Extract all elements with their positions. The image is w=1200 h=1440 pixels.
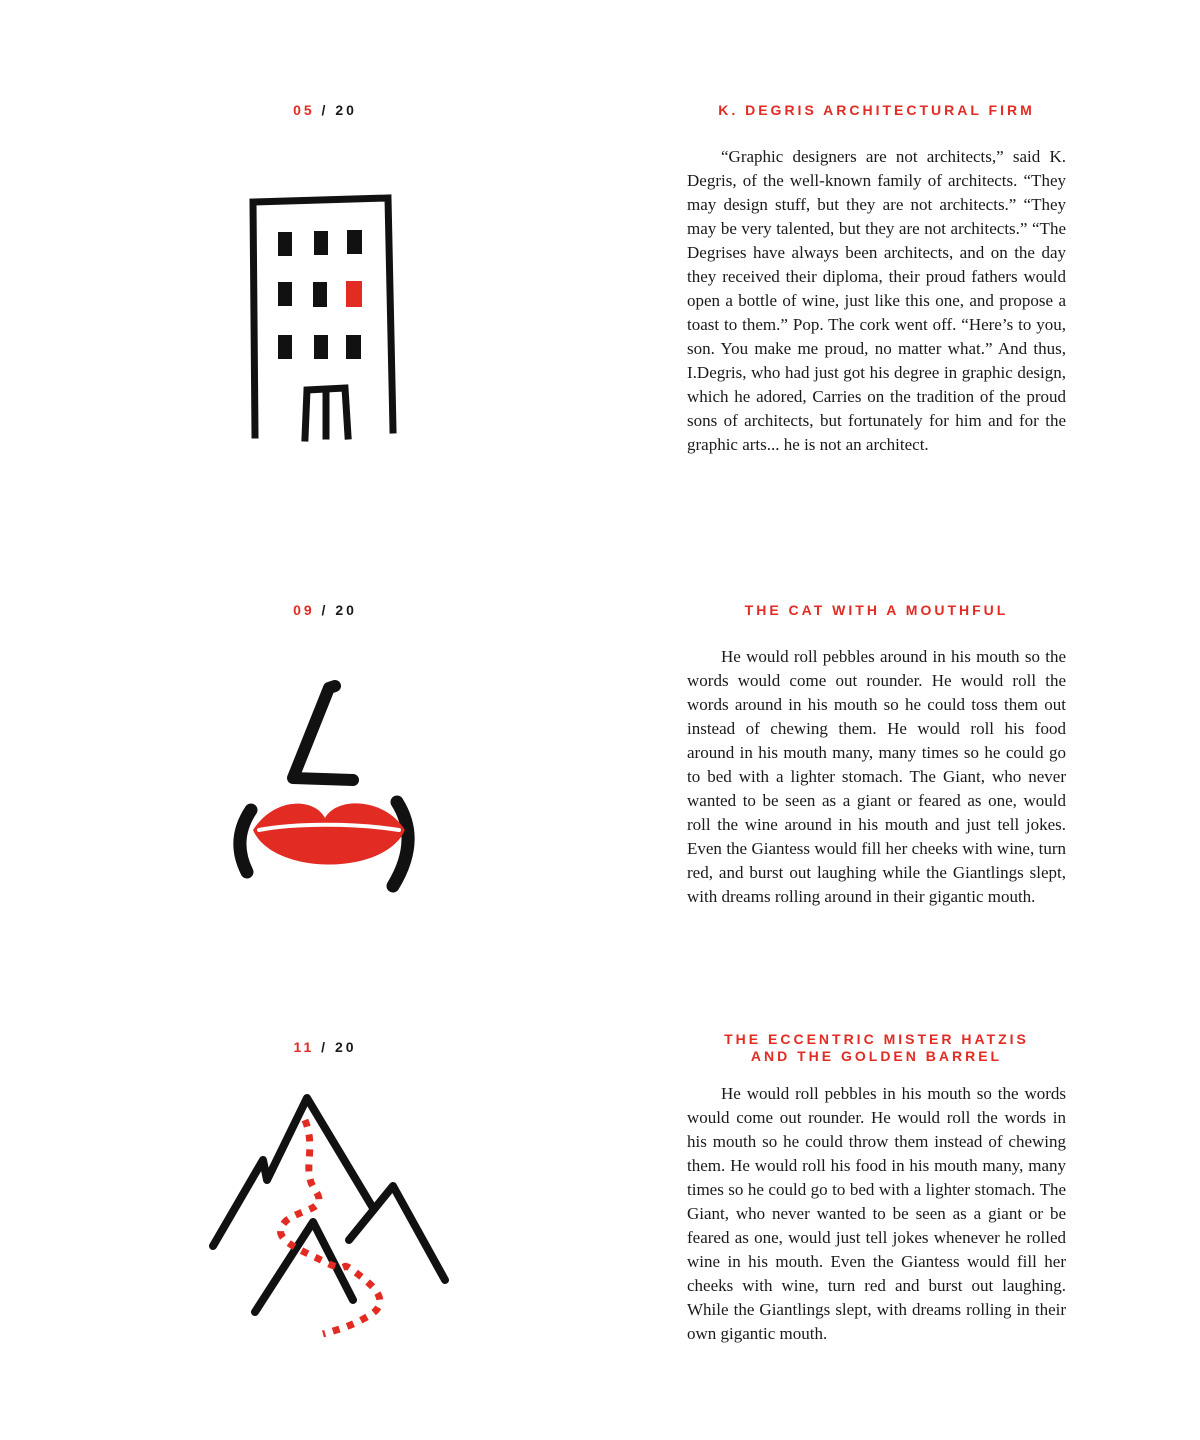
entry-title-line: K. DEGRIS ARCHITECTURAL FIRM <box>718 102 1035 118</box>
entry-counter <box>200 102 450 118</box>
entry-body: He would roll pebbles around in his mouth so the words would come out rounder. He would roll the words around in his mouth so he could toss them out instead of chewing them. He would roll his food around in his mouth many, many times so he could go to bed with a lighter stomach. The Giant, who never wanted to be seen as a giant or feared as one, would roll the wine around in his mouth and just tell jokes. Even the Giantess would fill her cheeks with wine, turn red, and burst out laughing while the Giantlings slept, with dreams rolling around in their gigantic mouth. <box>687 647 1066 906</box>
entry-total: 20 <box>335 602 357 618</box>
entry-number: 11 <box>293 1039 315 1055</box>
counter-separator: / <box>321 602 329 618</box>
entry-title <box>687 602 1066 619</box>
entry-title <box>687 1031 1066 1065</box>
entry-body: “Graphic designers are not architects,” said K. Degris, of the well-known family of architects. “They may design stuff, but they are not architects.” “They may be very talented, but they are not architects.” “The Degrises have always been architects, and on the day they received their diploma, their proud fathers would open a bottle of wine, just like this one, and propose a toast to them.” Pop. The cork went off. “Here’s to you, son. You make me proud, no matter what.” And thus, I.Degris, who had just got his degree in graphic design, which he adored, Carries on the tradition of the proud sons of architects, but fortunately for him and for the graphic arts... he is not an architect. <box>687 147 1066 454</box>
entry-title-line: THE ECCENTRIC MISTER HATZIS <box>724 1031 1029 1047</box>
counter-separator: / <box>321 102 329 118</box>
entry-total: 20 <box>334 1039 357 1055</box>
entry-number: 05 <box>293 102 315 118</box>
building-icon <box>240 190 410 445</box>
entry-counter <box>200 602 450 618</box>
entry-title-line: THE CAT WITH A MOUTHFUL <box>744 602 1009 618</box>
entry-title <box>687 102 1066 119</box>
entry-number: 09 <box>293 602 315 618</box>
counter-separator: / <box>321 1039 329 1055</box>
entry-counter <box>200 1039 450 1055</box>
mountains-path-icon <box>205 1090 455 1340</box>
entry-title-line: AND THE GOLDEN BARREL <box>750 1048 1003 1064</box>
entry-body: He would roll pebbles in his mouth so the words would come out rounder. He would roll the words in his mouth so he could throw them instead of chewing them. He would roll his food in his mouth many, many times so he could go to bed with a lighter stomach. The Giant, who never wanted to be seen as a giant or be feared as one, would just tell jokes whenever he rolled wine in his mouth. Even the Giantess would fill her cheeks with wine, turn red and burst out laughing. While the Giantlings slept, with dreams rolling in their own gigantic mouth. <box>687 1084 1066 1343</box>
face-lips-icon <box>225 680 425 895</box>
entry-total: 20 <box>335 102 357 118</box>
